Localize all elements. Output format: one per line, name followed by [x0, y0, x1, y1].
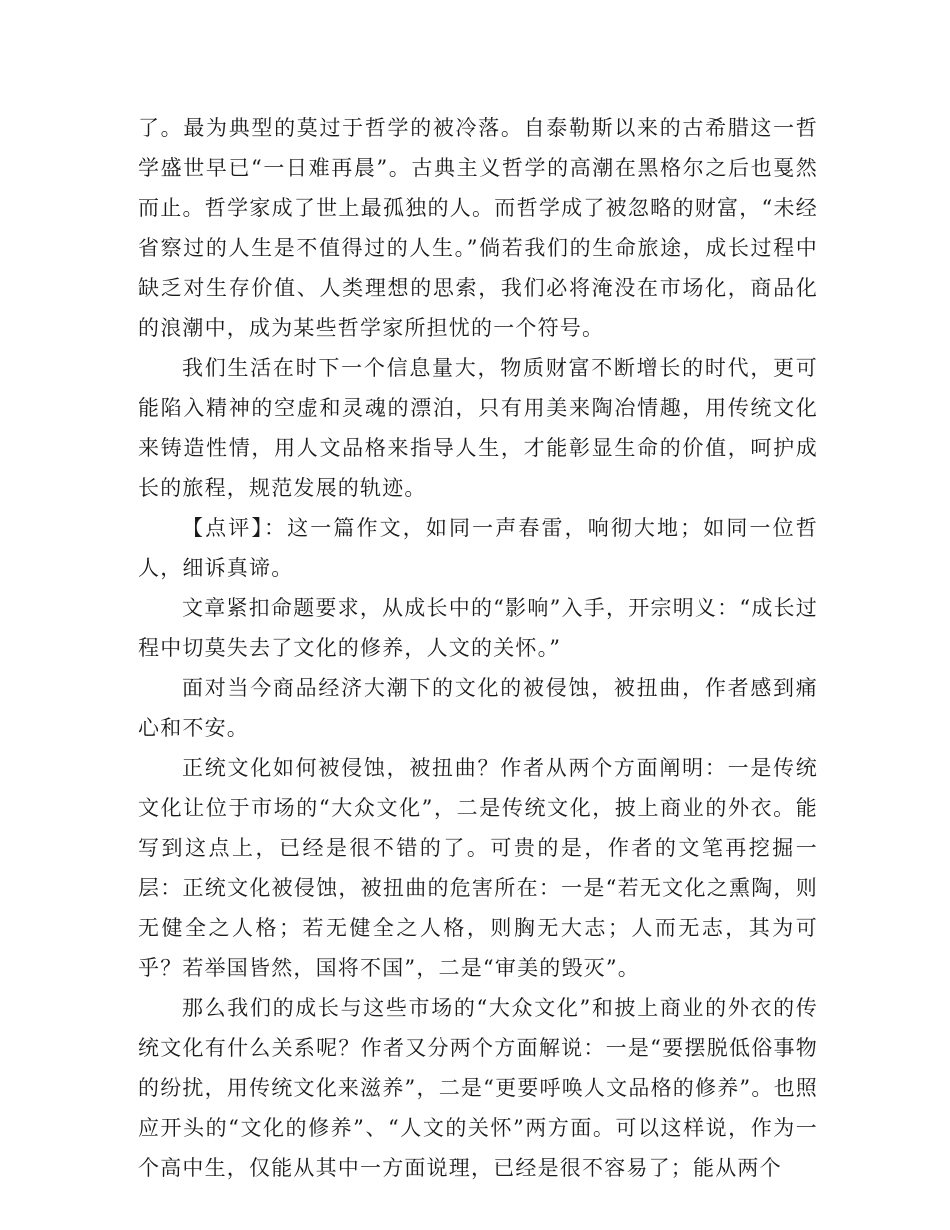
paragraph-6: 正统文化如何被侵蚀，被扭曲？作者从两个方面阐明：一是传统文化让位于市场的“大众文化”，二是传统文化，披上商业的外衣。能写到这点上，已经是很不错的了。可贵的是，作者的文笔再挖掘一层：正统文化被侵蚀，被扭曲的危害所在：一是“若无文化之熏陶，则无健全之人格；若无健全之人格，则胸无大志；人而无志，其为可乎？若举国皆然，国将不国”，二是“审美的毁灭”。: [138, 756, 818, 980]
paragraph-5: 面对当今商品经济大潮下的文化的被侵蚀，被扭曲，作者感到痛心和不安。: [138, 676, 818, 740]
paragraph-2: 我们生活在时下一个信息量大，物质财富不断增长的时代，更可能陷入精神的空虚和灵魂的漂泊，只有用美来陶冶情趣，用传统文化来铸造性情，用人文品格来指导人生，才能彰显生命的价值，呵护成长的旅程，规范发展的轨迹。: [138, 356, 818, 500]
paragraph-commentary-heading: 【点评】：这一篇作文，如同一声春雷，响彻大地；如同一位哲人，细诉真谛。: [138, 516, 818, 580]
document-body: [138, 108, 818, 1188]
paragraph-1: 了。最为典型的莫过于哲学的被冷落。自泰勒斯以来的古希腊这一哲学盛世早已“一日难再晨”。古典主义哲学的高潮在黑格尔之后也戛然而止。哲学家成了世上最孤独的人。而哲学成了被忽略的财富，“未经省察过的人生是不值得过的人生。”倘若我们的生命旅途，成长过程中缺乏对生存价值、人类理想的思索，我们必将淹没在市场化，商品化的浪潮中，成为某些哲学家所担忧的一个符号。: [138, 116, 818, 340]
paragraph-7: 那么我们的成长与这些市场的“大众文化”和披上商业的外衣的传统文化有什么关系呢？作者又分两个方面解说：一是“要摆脱低俗事物的纷扰，用传统文化来滋养”，二是“更要呼唤人文品格的修养”。也照应开头的“文化的修养”、“人文的关怀”两方面。可以这样说，作为一个高中生，仅能从其中一方面说理，已经是很不容易了；能从两个: [138, 996, 818, 1180]
paragraph-4: 文章紧扣命题要求，从成长中的“影响”入手，开宗明义：“成长过程中切莫失去了文化的修养，人文的关怀。”: [138, 596, 818, 660]
